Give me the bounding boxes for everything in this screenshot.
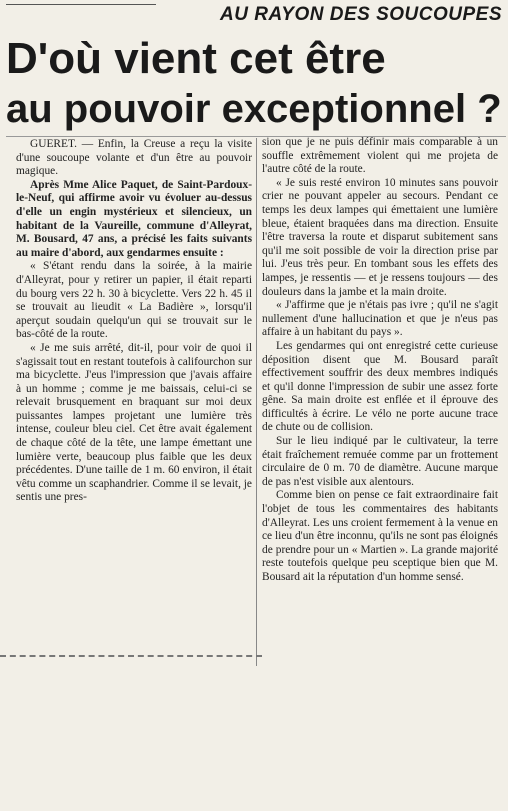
top-rule bbox=[6, 4, 156, 5]
column-divider bbox=[256, 138, 257, 666]
paragraph: sion que je ne puis définir mais comparable à un souffle extrêmement violent qui me projeta de l'autre côté de la route. bbox=[262, 136, 498, 176]
headline-line-1: D'où vient cet être bbox=[6, 34, 386, 83]
article-column-right bbox=[262, 136, 498, 585]
paragraph: « J'affirme que je n'étais pas ivre ; qu'il ne s'agit nullement d'une hallucination et que je n'eus pas affaire à un habitant du pays ». bbox=[262, 299, 498, 339]
headline-line-2: au pouvoir exceptionnel ? bbox=[6, 87, 502, 131]
cut-line bbox=[0, 655, 262, 657]
paragraph: Sur le lieu indiqué par le cultivateur, la terre était fraîchement remuée comme par un frottement circulaire de 0 m. 70 de diamètre. Aucune marque de pas n'est visible aux alentours. bbox=[262, 435, 498, 488]
paragraph: GUERET. — Enfin, la Creuse a reçu la visite d'une soucoupe volante et d'un être au pouvoir magique. bbox=[16, 138, 252, 178]
section-rubric: AU RAYON DES SOUCOUPES bbox=[220, 4, 502, 25]
paragraph: « Je me suis arrêté, dit-il, pour voir de quoi il s'agissait tout en restant toutefois à califourchon sur ma bicyclette. J'eus l'impression que j'avais affaire à un homme ; comme je me baissais, celui-ci se relevait brusquement en braquant sur moi deux puissantes lampes projetant une lumière très intense, couleur bleu ciel. Cet être avait également de chaque côté de la tête, une lampe émettant une lumière verte, beaucoup plus faible que les deux précédentes. D'une taille de 1 m. 60 environ, il était vêtu comme un scaphandrier. Comme il se levait, je sentis une pres- bbox=[16, 341, 252, 504]
paragraph: « S'étant rendu dans la soirée, à la mairie d'Alleyrat, pour y retirer un papier, il était reparti du bourg vers 22 h. 30 à bicyclette. Vers 22 h. 45 il se trouvait au lieudit « La Badière », lorsqu'il aperçut soudain quelqu'un qui se trouvait sur le bas-côté de la route. bbox=[16, 260, 252, 341]
headline bbox=[6, 34, 506, 134]
paragraph: « Je suis resté environ 10 minutes sans pouvoir crier ne pouvant appeler au secours. Pendant ce temps les deux lampes qui émettaient une lumière bleue, étaient braquées dans ma direction. Ensuite l'être traversa la route et disparut subitement sans qu'il me soit possible de voir la direction prise par lui. J'eus très peur. En tombant sous les effets des lampes, je ressentis — et je ressens toujours — des douleurs dans la jambe et la main droite. bbox=[262, 176, 498, 298]
article-column-left bbox=[16, 138, 252, 505]
paragraph: Après Mme Alice Paquet, de Saint-Pardoux-le-Neuf, qui affirme avoir vu évoluer au-dessus d'elle un engin mystérieux et silencieux, un habitant de la Vaureille, commune d'Alleyrat, M. Bousard, 47 ans, a précisé les faits suivants au maire d'abord, aux gendarmes ensuite : bbox=[16, 178, 252, 259]
paragraph: Comme bien on pense ce fait extraordinaire fait l'objet de tous les commentaires des habitants d'Alleyrat. Les uns croient fermement à la venue en ce lieu d'un être inconnu, qu'ils ne sont pas éloignés de prendre pour un « Martien ». La grande majorité reste toutefois quelque peu sceptique bien que M. Bousard ait la réputation d'un homme sensé. bbox=[262, 489, 498, 583]
paragraph: Les gendarmes qui ont enregistré cette curieuse déposition disent que M. Bousard paraît effectivement souffrir des deux membres indiqués et qu'il donne l'impression de subir une assez forte gêne. Sa main droite est enflée et il éprouve des difficultés à écrire. Le vélo ne porte aucune trace de chute ou de collision. bbox=[262, 339, 498, 434]
